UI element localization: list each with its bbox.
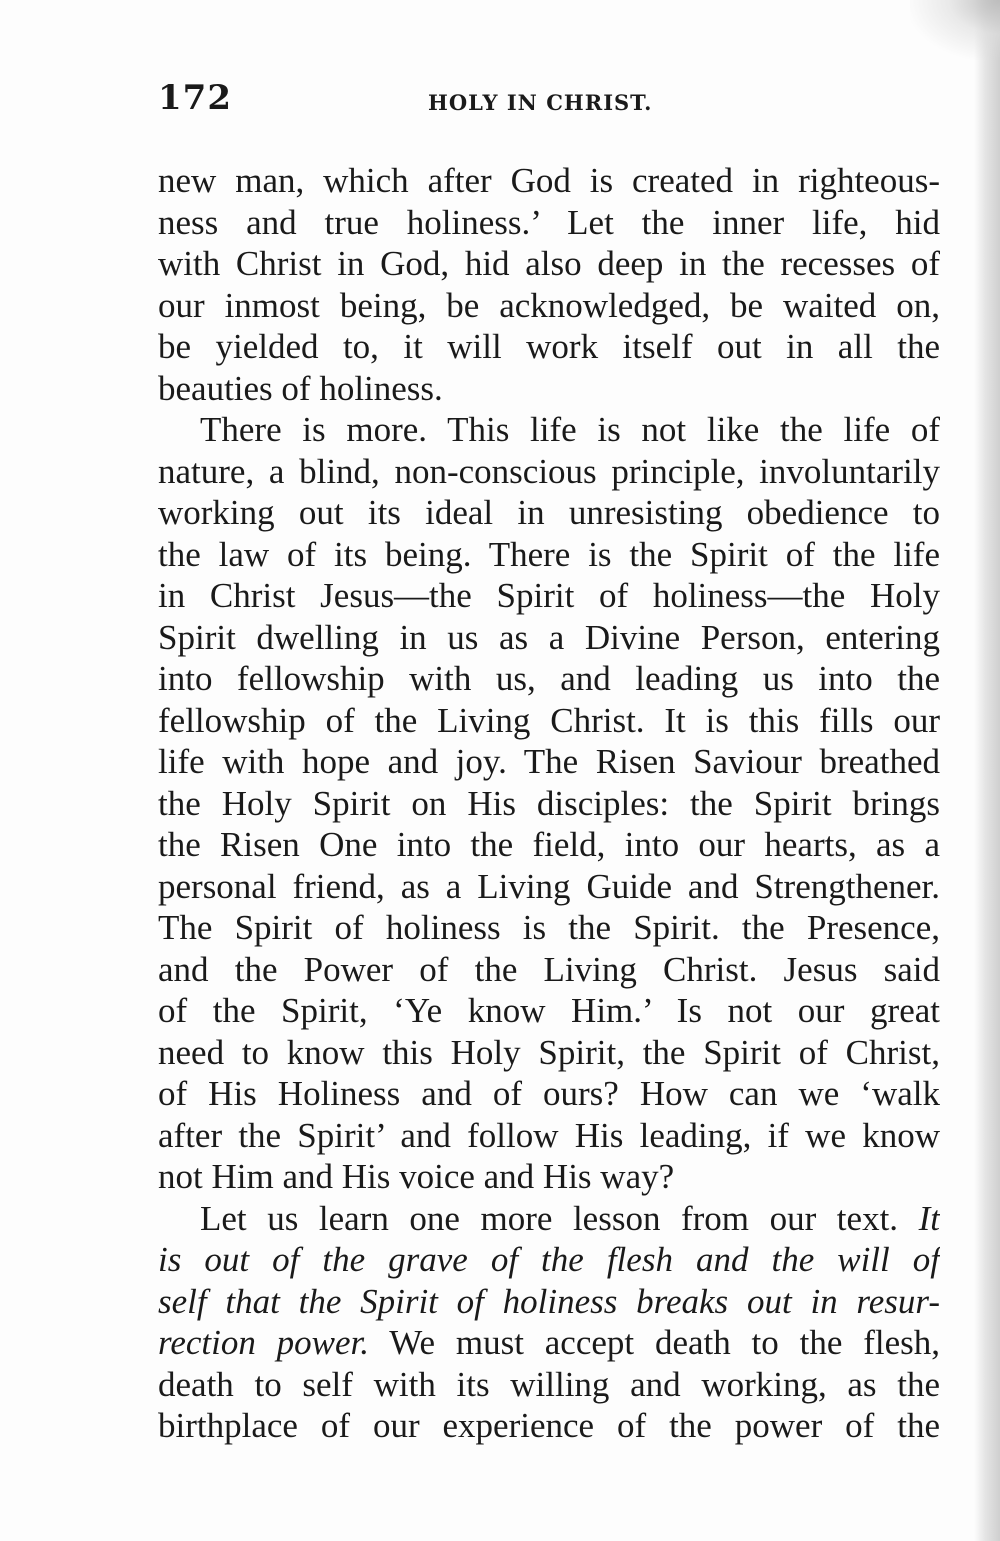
page-number: 172 — [158, 78, 232, 118]
text-line: of His Holiness and of ours? How can we ‘walk — [158, 1074, 940, 1113]
text-line: personal friend, as a Living Guide and Strengthener. — [158, 866, 940, 906]
plain-text: Let us learn one more lesson from our text. — [200, 1198, 899, 1238]
text-line: the law of its being. There is the Spirit of the life — [158, 534, 940, 574]
text-line: birthplace of our experience of the power of the — [158, 1406, 940, 1445]
text-line: of the Spirit, ‘Ye know Him.’ Is not our great — [158, 991, 940, 1030]
text-line: new man, which after God is created in righteous- — [158, 161, 940, 200]
text-line: not Him and His voice and His way? — [158, 1157, 675, 1196]
text-line: working out its ideal in unresisting obedience to — [158, 493, 940, 532]
text-line: in Christ Jesus—the Spirit of holiness—the Holy — [158, 576, 940, 615]
text-line: the Risen One into the field, into our hearts, as a — [158, 825, 940, 864]
paragraph-3 — [158, 1198, 940, 1447]
text-line: ness and true holiness.’ Let the inner life, hid — [158, 202, 940, 242]
text-line: after the Spirit’ and follow His leading, if we know — [158, 1115, 940, 1155]
text-line: need to know this Holy Spirit, the Spirit of Christ, — [158, 1032, 940, 1072]
text-line: The Spirit of holiness is the Spirit. the Presence, — [158, 908, 940, 947]
plain-text: We must accept death to the flesh, — [389, 1323, 940, 1362]
text-line: There is more. This life is not like the life of — [200, 410, 940, 449]
text-line: be yielded to, it will work itself out in all the — [158, 327, 940, 366]
body-text — [158, 160, 940, 1447]
text-line — [158, 1198, 940, 1240]
text-line — [158, 1281, 940, 1323]
text-line: death to self with its willing and working, as the — [158, 1364, 940, 1404]
text-line: beauties of holiness. — [158, 368, 443, 408]
text-line — [158, 1322, 940, 1364]
text-line: life with hope and joy. The Risen Saviour breathed — [158, 742, 940, 781]
text-line: our inmost being, be acknowledged, be waited on, — [158, 285, 940, 325]
italic-text: It — [918, 1198, 940, 1238]
paragraph-1 — [158, 160, 940, 409]
text-line: Spirit dwelling in us as a Divine Person, entering — [158, 617, 940, 657]
italic-text: self that the Spirit of holiness breaks out in resur- — [158, 1281, 940, 1321]
italic-text: is out of the grave of the flesh and the will of — [158, 1240, 940, 1279]
text-line: and the Power of the Living Christ. Jesus said — [158, 949, 940, 989]
page-corner-shadow — [910, 0, 1000, 60]
text-line: with Christ in God, hid also deep in the recesses of — [158, 244, 940, 283]
paragraph-2 — [158, 409, 940, 1198]
text-line: nature, a blind, non-conscious principle, involuntarily — [158, 451, 940, 491]
page-edge-shadow — [974, 0, 1000, 1541]
running-head: HOLY IN CHRIST. — [428, 90, 653, 115]
text-line: fellowship of the Living Christ. It is this fills our — [158, 700, 940, 740]
italic-text: rection power. — [158, 1323, 370, 1362]
text-line: into fellowship with us, and leading us into the — [158, 659, 940, 698]
text-line — [158, 1239, 940, 1281]
text-line: the Holy Spirit on His disciples: the Spirit brings — [158, 783, 940, 823]
page-header — [158, 78, 940, 128]
